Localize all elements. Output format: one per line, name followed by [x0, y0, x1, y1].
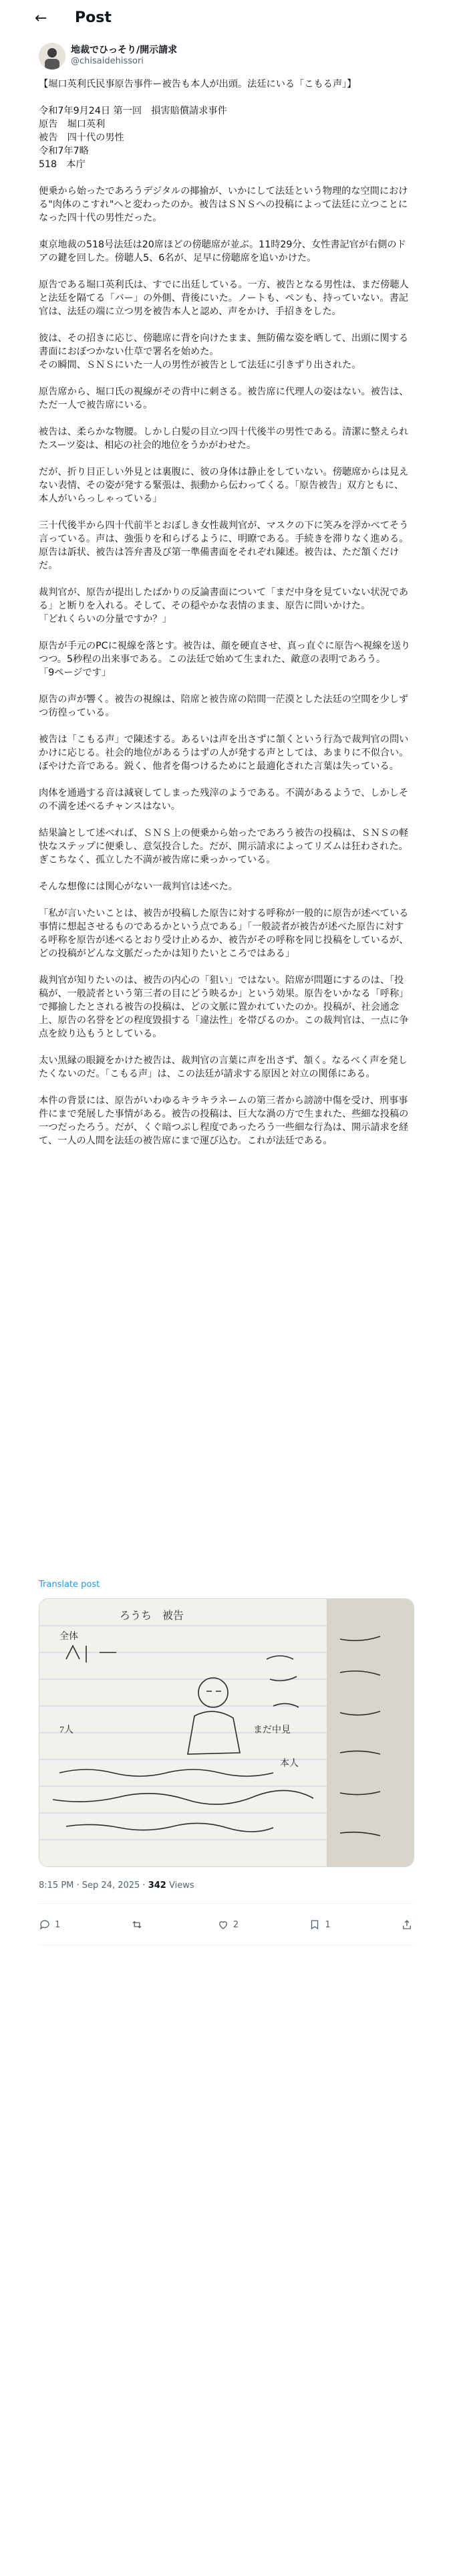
handwritten-notes-image [39, 1599, 414, 1866]
bookmark-icon [309, 1919, 321, 1931]
translate-link[interactable]: Translate post [39, 1580, 100, 1590]
post-image[interactable] [39, 1598, 414, 1867]
author-display-name[interactable]: 地裁でひっそり/開示請求 [71, 45, 178, 56]
avatar[interactable] [39, 43, 65, 70]
image-header-note: ろうち 被告 [120, 1610, 184, 1622]
like-icon [217, 1919, 229, 1931]
share-icon [401, 1919, 413, 1931]
reply-count: 1 [55, 1919, 61, 1930]
top-bar [0, 0, 451, 37]
views-label: Views [166, 1881, 194, 1891]
post-text: 【堀口英利氏民事原告事件ー被告も本人が出頭。法廷にいる「こもる声」】 令和7年9月24日 第一回 損害賠償請求事件 原告 堀口英利 被告 四十代の男性 令和7年7略 518 本庁 便乗から始ったであろうデジタルの揶揄が、いかにして法廷という物理的な空間における"肉体のこすれ"へと変わったのか。被告はＳＮＳへの投稿によって法廷に立つことになった四十代の男性だった。 東京地裁の518号法廷は20席ほどの傍聴席が並ぶ。11時29分、女性書記官が右側のドアの鍵を回した。傍聴人5、6名が、足早に傍聴席を追いかけた。 原告である堀口英利氏は、すでに出廷している。一方、被告となる男性は、まだ傍聴人と法廷を隔てる「バー」の外側、背後にいた。ノートも、ペンも、持っていない。書記官は、法廷の端に立つ男を被告本人と認め、声をかけ、手招きをした。 彼は、その招きに応じ、傍聴席に背を向けたまま、無防備な姿を晒して、出頭に関する書面におぼつかない仕草で署名を始めた。 その瞬間、ＳＮＳにいた一人の男性が被告として法廷に引きずり出された。 原告席から、堀口氏の視線がその背中に刺さる。被告席に代理人の姿はない。被告は、ただ一人で被告席にいる。 被告は、柔らかな物腰。しかし白髪の目立つ四十代後半の男性である。清潔に整えられたスーツ姿は、相応の社会的地位をうかがわせた。 だが、折り目正しい外見とは裏腹に、彼の身体は静止をしていない。傍聴席からは見えない表情、その姿が発する緊張は、振動から伝わってくる。「原告被告」双方ともに、本人がいらっしゃっている」 三十代後半から四十代前半とおぼしき女性裁判官が、マスクの下に笑みを浮かべてそう言っている。声は、強張りを和らげるように、明瞭である。手続きを滞りなく進める。原告は訴状、被告は答弁書及び第一準備書面をそれぞれ陳述。被告は、ただ頷くだけだ。 裁判官が、原告が提出したばかりの反論書面について「まだ中身を見ていない状況である」と断りを入れる。そして、その穏やかな表情のまま、原告に問いかけた。 「どれくらいの分量ですか？」 原告が手元のPCに視線を落とす。被告は、顔を硬直させ、真っ直ぐに原告へ視線を送りつつ。5秒程の出来事である。この法廷で始めて生まれた、敵意の表明であろう。 「9ページです」 原告の声が響く。被告の視線は、陪席と被告席の陪間一茫漠とした法廷の空間を少しずつ彷徨っている。 被告は「こもる声」で陳述する。あるいは声を出さずに頷くという行為で裁判官の問いかけに応じる。社会的地位があるうはずの人が発する声としては、あまりに不似合い。ぼやけた音である。鋭く、他者を傷つけるためにと最適化された言葉は失っている。 肉体を通過する音は減衰してしまった残滓のようである。不満があるようで、しかしその不満を述べるチャンスはない。 結果論として述べれば、ＳＮＳ上の便乗から始ったであろう被告の投稿は、ＳＮＳの軽快なステップに便乗し、意気投合した。だが、開示請求によってリズムは狂わされた。ぎこちなく、孤立した不満が被告席に乗っかっている。 そんな想像には関心がない一裁判官は述べた。 「私が言いたいことは、被告が投稿した原告に対する呼称が一般的に原告が述べている事情に想起させるものであるかという点である」「一般読者が被告が述べた原告に対する呼称を原告が述べるとおり受け止めるか、被告がその呼称を同じ投稿をしているが、どの投稿がどんな文脈だったかは知りたいところではある」 裁判官が知りたいのは、被告の内心の「狙い」ではない。陪席が問題にするのは、「投稿が、一般読者という第三者の目にどう映るか」という効果。原告をいかなる「呼称」で揶揄したとされる被告の投稿は、どの文脈に置かれていたのか。投稿が、社会通念上、原告の名誉をどの程度毀損する「違法性」を帯びるのか。この裁判官は、一点に争点を絞り込もうとしている。 太い黒縁の眼鏡をかけた被告は、裁判官の言葉に声を出さず、頷く。なるべく声を発したくないのだ。「こもる声」は、この法廷が請求する原因と対立の関係にある。 本件の背景には、原告がいわゆるキラキラネームの第三者から謗謗中傷を受け、刑事事件にまで発展した事情がある。被告の投稿は、巨大な渦の方で生まれた、些細な投稿の一つだったろう。だが、くぐ暗つぷし程度であったろう一些細な行為は、開示請求を経て、一人の人間を法廷の被告席にまで運び込む。これが法廷である。 [39, 79, 411, 1146]
like-count: 2 [233, 1919, 239, 1930]
divider [39, 1903, 413, 1904]
share-button[interactable] [401, 1919, 413, 1931]
action-bar [39, 1914, 413, 1935]
reply-icon [39, 1919, 51, 1931]
author-handle[interactable]: @chisaidehissori [71, 56, 144, 66]
author-name[interactable] [71, 43, 177, 56]
post-meta [39, 1881, 194, 1891]
page-title: Post [75, 9, 112, 26]
repost-icon [131, 1919, 143, 1931]
like-button[interactable] [217, 1919, 239, 1931]
arrow-left-icon[interactable]: ← [35, 10, 47, 27]
reply-button[interactable] [39, 1919, 60, 1931]
repost-button[interactable] [131, 1919, 147, 1931]
image-side-note: 7人 [59, 1725, 73, 1735]
bookmark-count: 1 [325, 1919, 331, 1930]
post-header [39, 43, 440, 80]
image-side-note: 本人 [280, 1759, 299, 1769]
image-side-note: 全体 [59, 1632, 78, 1642]
bookmark-button[interactable] [309, 1919, 330, 1931]
image-side-note: まだ中見 [253, 1725, 291, 1735]
post-timestamp[interactable]: 8:15 PM · Sep 24, 2025 · [39, 1881, 148, 1891]
views-count: 342 [148, 1881, 166, 1891]
